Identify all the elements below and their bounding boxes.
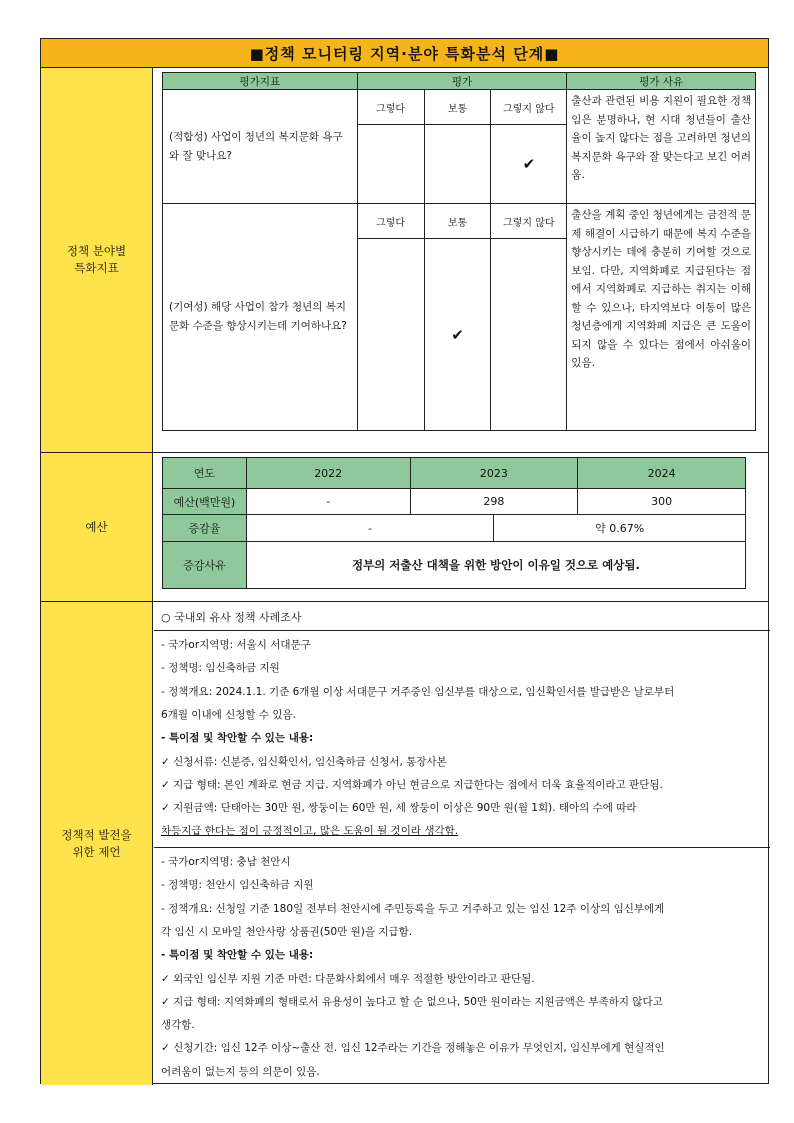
case-line: - 특이점 및 착안할 수 있는 내용: <box>161 732 314 745</box>
budget-year-2023: 2023 <box>410 458 578 489</box>
check-cell-yes-2 <box>357 239 424 431</box>
case-line: - 국가or지역명: 충남 천안시 <box>161 856 291 868</box>
section-label-budget <box>41 453 153 601</box>
check-mark-icon: ✔ <box>491 125 567 204</box>
budget-reason: 정부의 저출산 대책을 위한 방안이 이유일 것으로 예상됨. <box>246 542 745 589</box>
case-line: - 정책명: 임신축하금 지원 <box>161 662 280 675</box>
check-cell-yes-1 <box>357 125 424 204</box>
budget-label: 예산 <box>85 519 108 534</box>
rec-heading: ○ 국내외 유사 정책 사례조사 <box>161 611 302 624</box>
case-line: - 정책개요: 2024.1.1. 기준 6개월 이상 서대문구 거주중인 임신부를 대상으로, 임신확인서를 발급받은 날로부터 <box>161 685 675 698</box>
case-line: 6개월 이내에 신청할 수 있음. <box>161 708 296 721</box>
case-line: 차등지급 한다는 점이 긍정적이고, 많은 도움이 될 것이라 생각함. <box>161 825 459 838</box>
case-line: ✓ 외국인 임신부 지원 기준 마련: 다문화사회에서 매우 적절한 방안이라고 판단됨. <box>161 972 535 985</box>
case-line: ✓ 지원금액: 단태아는 30만 원, 쌍둥이는 60만 원, 세 쌍둥이 이상은 90만 원(월 1회). 태아의 수에 따라 <box>161 802 637 815</box>
case-line: - 정책개요: 신청일 기준 180일 전부터 천안시에 주민등록을 두고 거주하고 있는 임신 12주 이상의 임신부에게 <box>161 902 665 915</box>
case-study-seoul <box>154 631 770 846</box>
budget-change-2023: - <box>246 515 494 542</box>
recommendations-label: 정책적 발전을 위한 제언 <box>61 827 132 859</box>
rec-heading-row <box>154 602 770 630</box>
budget-change-2024: 약 0.67% <box>494 515 746 542</box>
option-neutral-2: 보통 <box>424 204 491 239</box>
eval-header-reason: 평가 사유 <box>567 73 756 90</box>
case-study-cheonan <box>154 848 770 1085</box>
check-mark-icon: ✔ <box>424 239 491 431</box>
case-line: ✓ 신청기간: 임신 12주 이상~출산 전. 임신 12주라는 기간을 정해놓은 이유가 무엇인지, 임신부에게 현실적인 <box>161 1042 665 1055</box>
case-line: ✓ 신청서류: 신분증, 임신확인서, 임신축하금 신청서, 통장사본 <box>161 755 447 768</box>
check-cell-neutral-1 <box>424 125 491 204</box>
indicators-label: 정책 분야별 특화지표 <box>66 244 127 275</box>
option-no-1: 그렇지 않다 <box>491 90 567 125</box>
eval-reason-2: 출산을 계획 중인 청년에게는 금전적 문제 해결이 시급하기 때문에 복지 수준을 향상시키는 데에 충분히 기여할 것으로 보임. 다만, 지역화폐로 지급된다는 점에서 지역화폐로 지급하는 취지는 이해할 수 있으나, 타지역보다 이동이 많은 청년층에게 지역화폐 지급은 큰 도움이 되지 않을 수 있다는 점에서 아쉬움이 있음. <box>567 204 756 431</box>
case-line: 각 임신 시 모바일 천안사랑 상품권(50만 원)을 지급함. <box>161 925 413 938</box>
option-yes-1: 그렇다 <box>357 90 424 125</box>
page-title: ■정책 모니터링 지역·분야 특화분석 단계■ <box>41 39 768 68</box>
budget-value-2022: - <box>246 489 410 515</box>
eval-header-indicator: 평가지표 <box>163 73 358 90</box>
budget-amount-label: 예산(백만원) <box>163 489 247 515</box>
option-yes-2: 그렇다 <box>357 204 424 239</box>
check-cell-no-2 <box>491 239 567 431</box>
budget-value-2023: 298 <box>410 489 578 515</box>
case-line: - 국가or지역명: 서울시 서대문구 <box>161 639 311 651</box>
section-label-indicators <box>41 68 153 452</box>
eval-question-2: (기여성) 해당 사업이 참가 청년의 복지문화 수준을 향상시키는데 기여하나요? <box>163 204 358 431</box>
budget-change-label: 증감율 <box>163 515 247 542</box>
evaluation-table <box>162 72 756 431</box>
document-frame <box>40 38 769 1084</box>
option-neutral-1: 보통 <box>424 90 491 125</box>
eval-question-1: (적합성) 사업이 청년의 복지문화 욕구와 잘 맞나요? <box>163 90 358 204</box>
eval-reason-1: 출산과 관련된 비용 지원이 필요한 정책임은 분명하나, 현 시대 청년들이 출산율이 높지 않다는 점을 고려하면 청년의 복지문화 욕구와 잘 맞는다고 보긴 어려움. <box>567 90 756 204</box>
budget-year-2022: 2022 <box>246 458 410 489</box>
case-line: ✓ 지급 형태: 본인 계좌로 현금 지급. 지역화폐가 아닌 현금으로 지급한다는 점에서 더욱 효율적이라고 판단됨. <box>161 778 663 791</box>
case-line: ✓ 지급 형태: 지역화폐의 형태로서 유용성이 높다고 할 순 없으나, 50만 원이라는 지원금액은 부족하지 않다고 <box>161 995 663 1008</box>
case-line: 생각함. <box>161 1019 195 1032</box>
eval-header-rating: 평가 <box>357 73 567 90</box>
budget-value-2024: 300 <box>578 489 746 515</box>
case-line: 어려움이 없는지 등의 의문이 있음. <box>161 1065 320 1078</box>
case-line: - 정책명: 천안시 임신축하금 지원 <box>161 879 314 892</box>
option-no-2: 그렇지 않다 <box>491 204 567 239</box>
budget-year-label: 연도 <box>163 458 247 489</box>
section-label-recommendations <box>41 602 153 1085</box>
budget-reason-label: 증감사유 <box>163 542 247 589</box>
budget-table <box>162 457 746 589</box>
budget-year-2024: 2024 <box>578 458 746 489</box>
case-line: - 특이점 및 착안할 수 있는 내용: <box>161 949 314 962</box>
